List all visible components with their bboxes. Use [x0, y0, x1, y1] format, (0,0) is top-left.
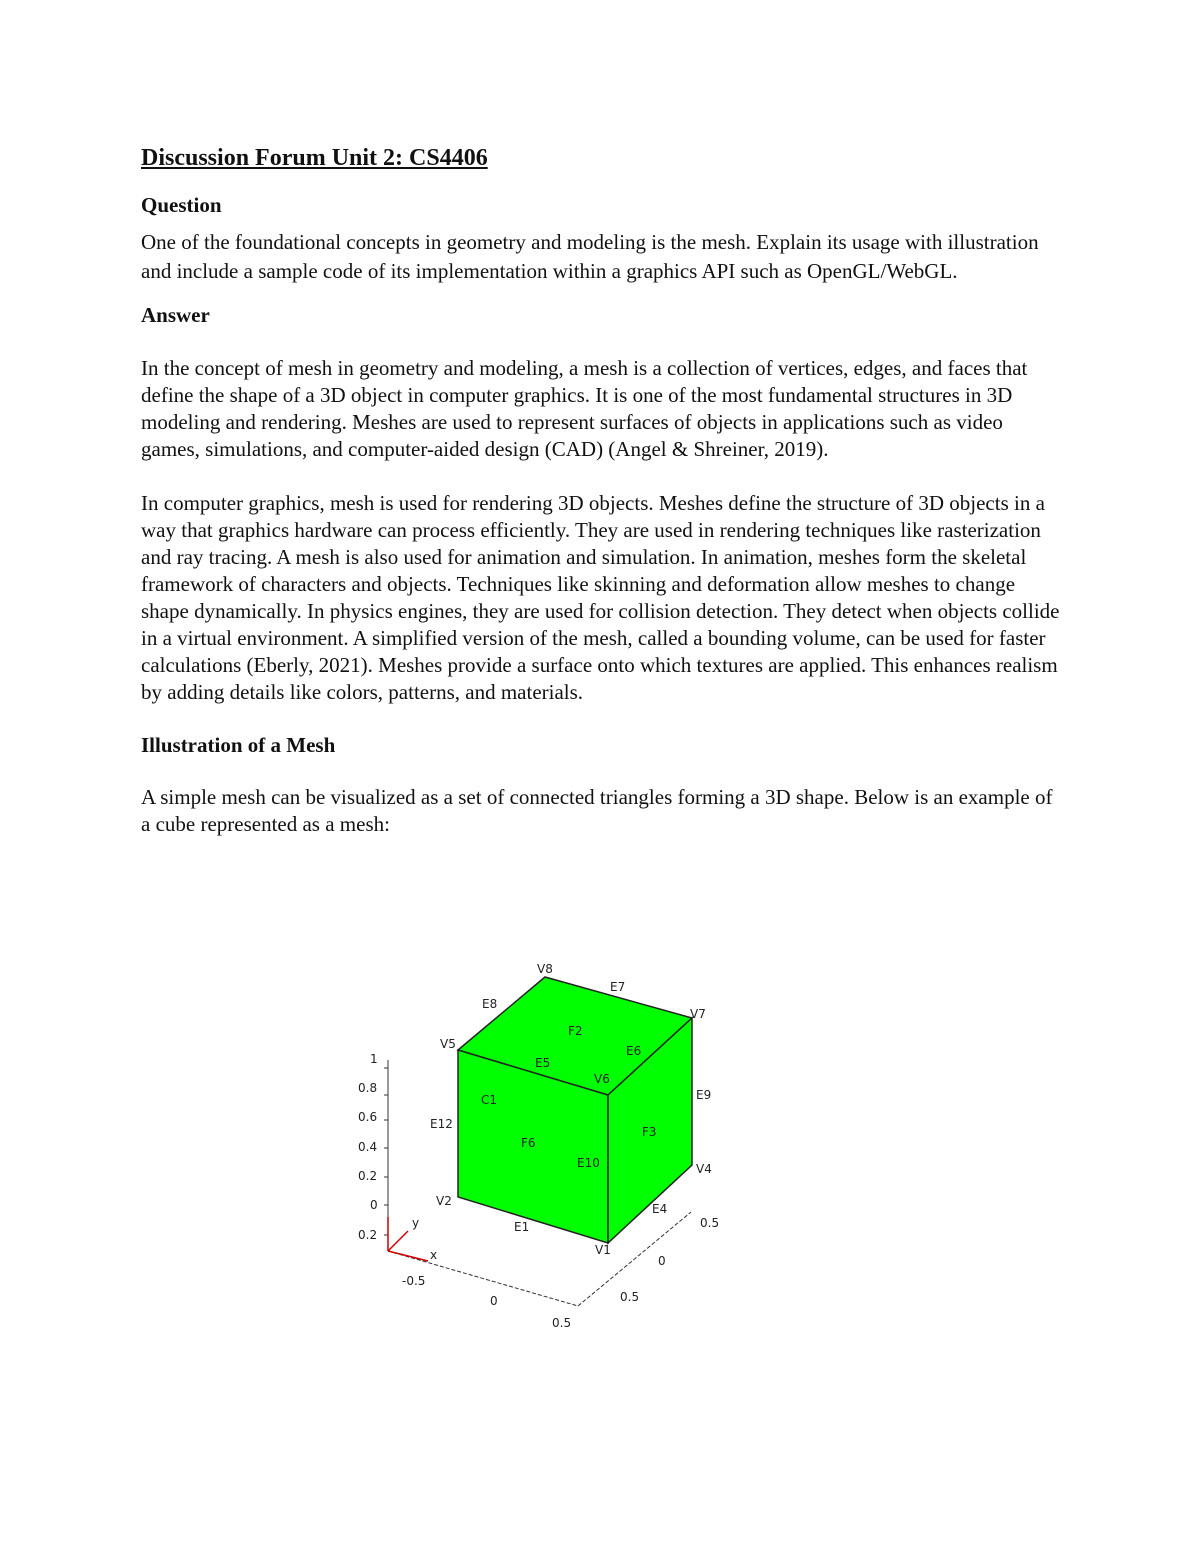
illustration-heading: Illustration of a Mesh — [141, 733, 336, 757]
face-label-f2: F2 — [568, 1024, 583, 1038]
edge-label-e7: E7 — [610, 980, 626, 994]
edge-label-e6: E6 — [626, 1044, 642, 1058]
z-tick-label: 0 — [370, 1198, 378, 1212]
axis-y-label: y — [412, 1216, 420, 1230]
z-tick-label: 0.2 — [358, 1228, 378, 1242]
axis-x-label: x — [430, 1248, 438, 1262]
z-tick-label: 0.4 — [358, 1140, 378, 1154]
question-text: One of the foundational concepts in geometry and modeling is the mesh. Explain its usage with illustration and include a sample code of its implementation within a graphics API such as OpenGL/WebGL. — [141, 230, 1039, 283]
z-tick-label: 0.8 — [358, 1081, 378, 1095]
edge-label-e8: E8 — [482, 997, 498, 1011]
answer-heading: Answer — [141, 303, 210, 327]
edge-label-e9: E9 — [696, 1088, 712, 1102]
vertex-label-v8: V8 — [537, 962, 553, 976]
vertex-label-v4: V4 — [696, 1162, 712, 1176]
answer-paragraph-2: In computer graphics, mesh is used for rendering 3D objects. Meshes define the structure of 3D objects in a way that graphics hardware can process efficiently. They are used in rendering techniques like rasterization and ray tracing. A mesh is also used for animation and simulation. In animation, meshes form the skeletal framework of characters and objects. Techniques like skinning and deformation allow meshes to change shape dynamically. In physics engines, they are used for collision detection. They detect when objects collide in a virtual environment. A simplified version of the mesh, called a bounding volume, can be used for faster calculations (Eberly, 2021). Meshes provide a surface onto which textures are applied. This enhances realism by adding details like colors, patterns, and materials. — [141, 491, 1060, 704]
y-tick-label: 0.5 — [700, 1216, 720, 1230]
illustration-text: A simple mesh can be visualized as a set of connected triangles forming a 3D shape. Below is an example of a cube represented as a mesh: — [141, 785, 1053, 836]
edge-label-e10: E10 — [577, 1156, 600, 1170]
edge-label-e12: E12 — [430, 1117, 453, 1131]
question-heading: Question — [141, 193, 222, 217]
vertex-label-v7: V7 — [690, 1007, 706, 1021]
document-title: Discussion Forum Unit 2: CS4406 — [141, 145, 488, 171]
vertex-label-v6: V6 — [594, 1072, 610, 1086]
cube-mesh-svg — [350, 955, 730, 1340]
y-tick-label: 0.5 — [620, 1290, 640, 1304]
answer-paragraph-1: In the concept of mesh in geometry and modeling, a mesh is a collection of vertices, edges, and faces that define the shape of a 3D object in computer graphics. It is one of the most fundamental structures in 3D modeling and rendering. Meshes are used to represent surfaces of objects in applications such as video games, simulations, and computer-aided design (CAD) (Angel & Shreiner, 2019). — [141, 356, 1028, 461]
x-tick-label: -0.5 — [402, 1274, 426, 1288]
x-tick-label: 0.5 — [552, 1316, 572, 1330]
y-axis-indicator — [388, 1231, 408, 1251]
y-tick-label: 0 — [658, 1254, 666, 1268]
face-label-f3: F3 — [642, 1125, 657, 1139]
vertex-label-v1: V1 — [595, 1243, 611, 1257]
z-tick-label: 1 — [370, 1052, 378, 1066]
edge-label-e4: E4 — [652, 1202, 668, 1216]
z-axis-ticks — [384, 1068, 388, 1235]
x-tick-label: 0 — [490, 1294, 498, 1308]
z-tick-label: 0.2 — [358, 1169, 378, 1183]
z-tick-label: 0.6 — [358, 1110, 378, 1124]
edge-label-e1: E1 — [514, 1220, 530, 1234]
vertex-label-v2: V2 — [436, 1194, 452, 1208]
cube-mesh-figure — [350, 955, 730, 1340]
vertex-label-v5: V5 — [440, 1037, 456, 1051]
edge-label-e5: E5 — [535, 1056, 551, 1070]
face-label-f1: C1 — [481, 1093, 498, 1107]
face-label-f6: F6 — [521, 1136, 536, 1150]
x-axis-indicator — [388, 1251, 428, 1261]
document-page — [141, 140, 1061, 838]
